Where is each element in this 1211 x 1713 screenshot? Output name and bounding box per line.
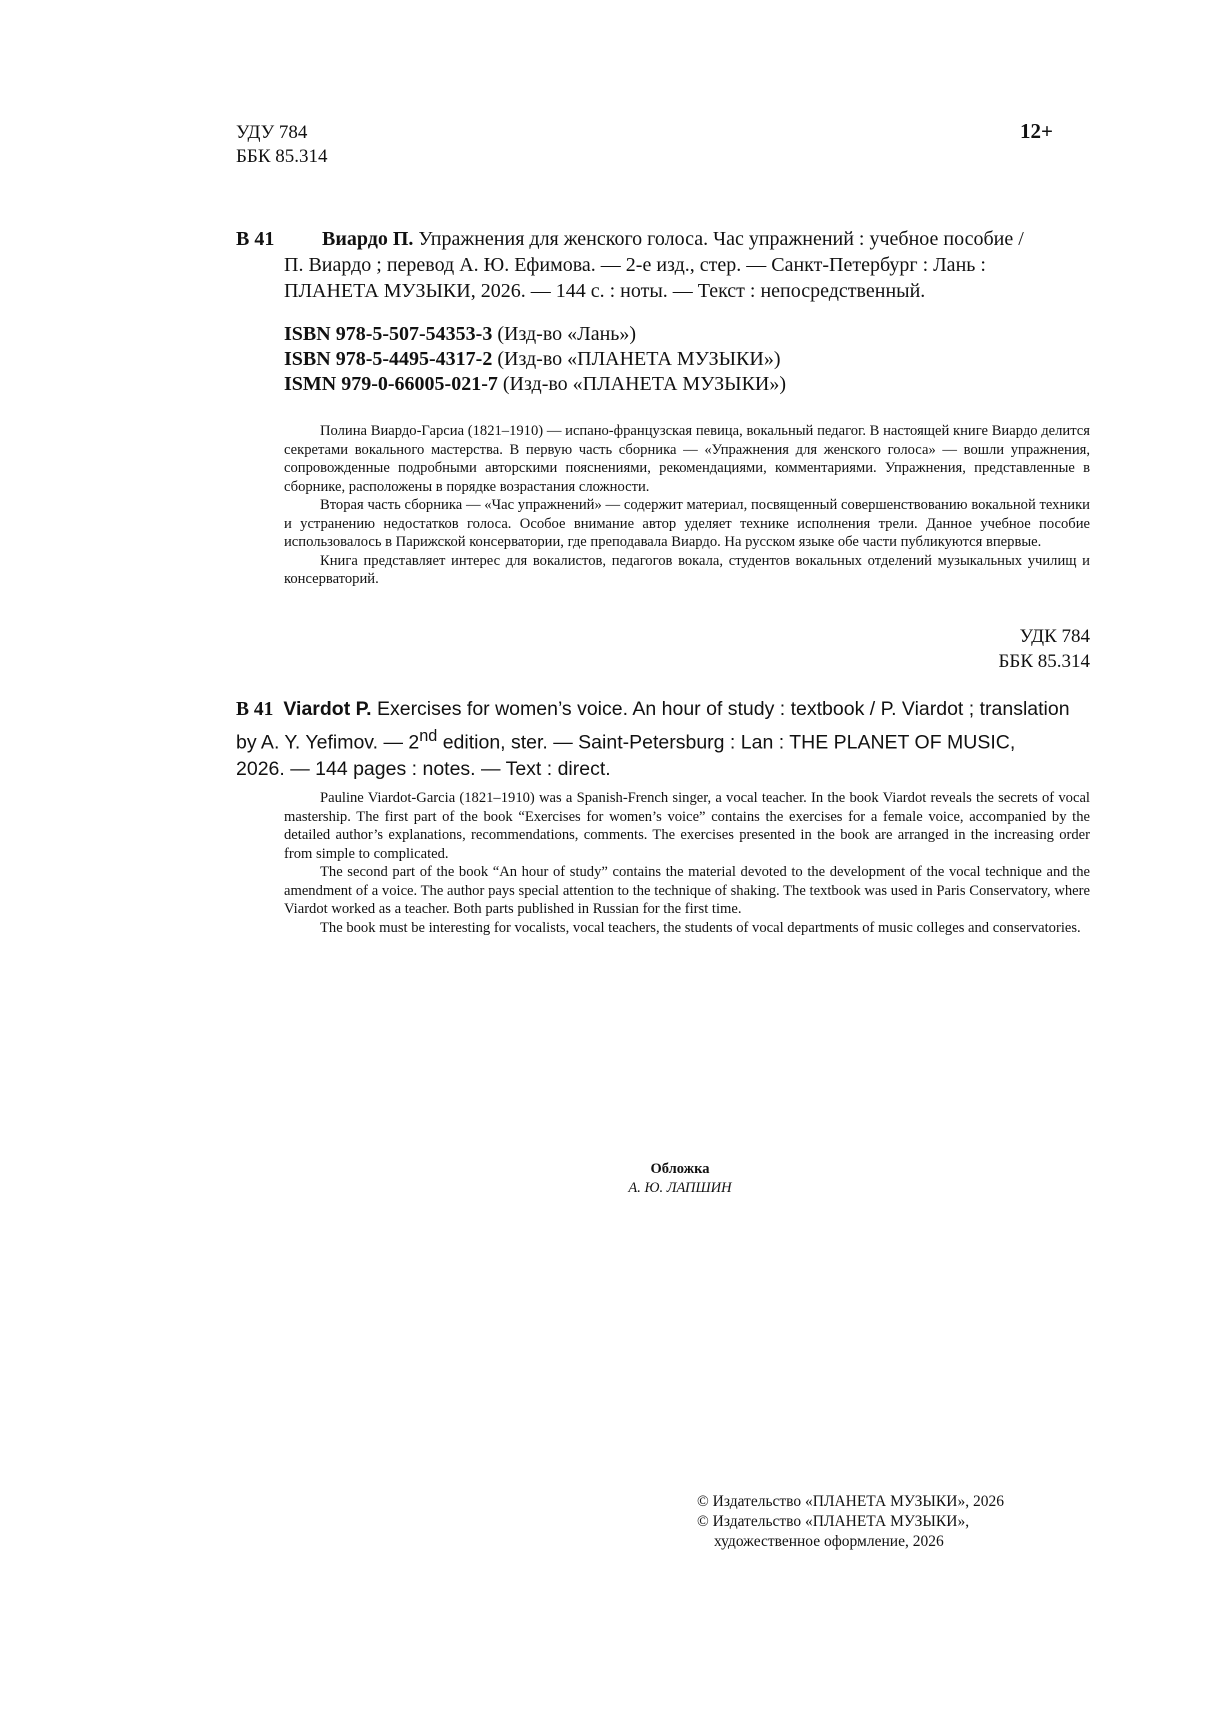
abstract-ru — [284, 422, 1090, 589]
copyright-line: © Издательство «ПЛАНЕТА МУЗЫКИ», — [697, 1513, 970, 1530]
udk-code: УДК 784 — [1019, 626, 1090, 647]
copyright-line: художественное оформление, 2026 — [714, 1533, 944, 1550]
cover-credit — [500, 1160, 860, 1198]
abstract-paragraph: Книга представляет интерес для вокалистов, педагогов вокала, студентов вокальных отделений музыкальных училищ и консерваторий. — [284, 552, 1090, 587]
bbk-code: ББК 85.314 — [236, 146, 328, 167]
abstract-paragraph: Pauline Viardot-Garcia (1821–1910) was a Spanish-French singer, a vocal teacher. In the book Viardot reveals the secrets of vocal mastership. The first part of the book “Exercises for women’s voice” contains the exercises for a female voice, accompanied by the detailed author’s explanations, recommendations, comments. The exercises presented in the book are arranged in the increasing order from simple to complicated. — [284, 790, 1090, 862]
classification-right — [980, 624, 1090, 674]
author-sign: В 41 — [236, 228, 275, 250]
author-name: Виардо П. — [322, 228, 414, 250]
title-line: Exercises for women’s voice. An hour of study : textbook / P. Viardot ; translation — [371, 698, 1070, 720]
copyright-block — [697, 1492, 1004, 1552]
record-line: by A. Y. Yefimov. — 2nd edition, ster. — Saint-Petersburg : Lan : THE PLANET OF MUSIC, — [236, 727, 1016, 754]
title-line: Упражнения для женского голоса. Час упражнений : учебное пособие / — [413, 228, 1024, 250]
record-line: П. Виардо ; перевод А. Ю. Ефимова. — 2-е изд., стер. — Санкт-Петербург : Лань : — [284, 254, 986, 276]
isbn-list — [284, 322, 786, 397]
cover-designer: А. Ю. ЛАПШИН — [628, 1180, 732, 1196]
udk-code: УДУ 784 — [236, 122, 308, 143]
cover-label: Обложка — [650, 1161, 710, 1177]
age-rating: 12+ — [1020, 119, 1053, 143]
abstract-en — [284, 789, 1090, 937]
ismn-item: ISMN 979-0-66005-021-7 (Изд-во «ПЛАНЕТА МУЗЫКИ») — [284, 373, 787, 395]
isbn-item: ISBN 978-5-507-54353-3 (Изд-во «Лань») — [284, 323, 637, 345]
abstract-paragraph: Вторая часть сборника — «Час упражнений» — содержит материал, посвященный совершенствованию вокальной техники и устранению недостатков голоса. Особое внимание автор уделяет технике исполнения трели. Данное учебное пособие использовалось в Парижской консерватории, где преподавала Виардо. На русском языке обе части публикуются впервые. — [284, 497, 1090, 550]
author-sign: В 41 — [236, 699, 274, 720]
record-line: ПЛАНЕТА МУЗЫКИ, 2026. — 144 с. : ноты. — Текст : непосредственный. — [284, 280, 926, 302]
copyright-line: © Издательство «ПЛАНЕТА МУЗЫКИ», 2026 — [697, 1493, 1004, 1510]
bbk-code: ББК 85.314 — [998, 651, 1090, 672]
abstract-paragraph: The second part of the book “An hour of study” contains the material devoted to the development of the vocal technique and the amendment of a voice. The author pays special attention to the technique of shaking. The textbook was used in Paris Conservatory, where Viardot worked as a teacher. Both parts published in Russian for the first time. — [284, 864, 1090, 917]
record-line: 2026. — 144 pages : notes. — Text : direct. — [236, 757, 611, 780]
bibliographic-record-en — [236, 696, 1091, 782]
bibliographic-record-ru — [236, 226, 1091, 304]
author-name: Viardot P. — [283, 698, 372, 720]
abstract-paragraph: The book must be interesting for vocalists, vocal teachers, the students of vocal departments of music colleges and conservatories. — [320, 919, 1081, 936]
classification-top — [236, 121, 328, 169]
abstract-paragraph: Полина Виардо-Гарсиа (1821–1910) — испано-французская певица, вокальный педагог. В настоящей книге Виардо делится секретами вокального мастерства. В первую часть сборника — «Упражнения для женского голоса» — вошли упражнения, сопровожденные подробными авторскими пояснениями, рекомендациями, комментариями. Упражнения, представленные в сборнике, расположены в порядке возрастания сложности. — [284, 423, 1090, 495]
isbn-item: ISBN 978-5-4495-4317-2 (Изд-во «ПЛАНЕТА МУЗЫКИ») — [284, 348, 781, 370]
